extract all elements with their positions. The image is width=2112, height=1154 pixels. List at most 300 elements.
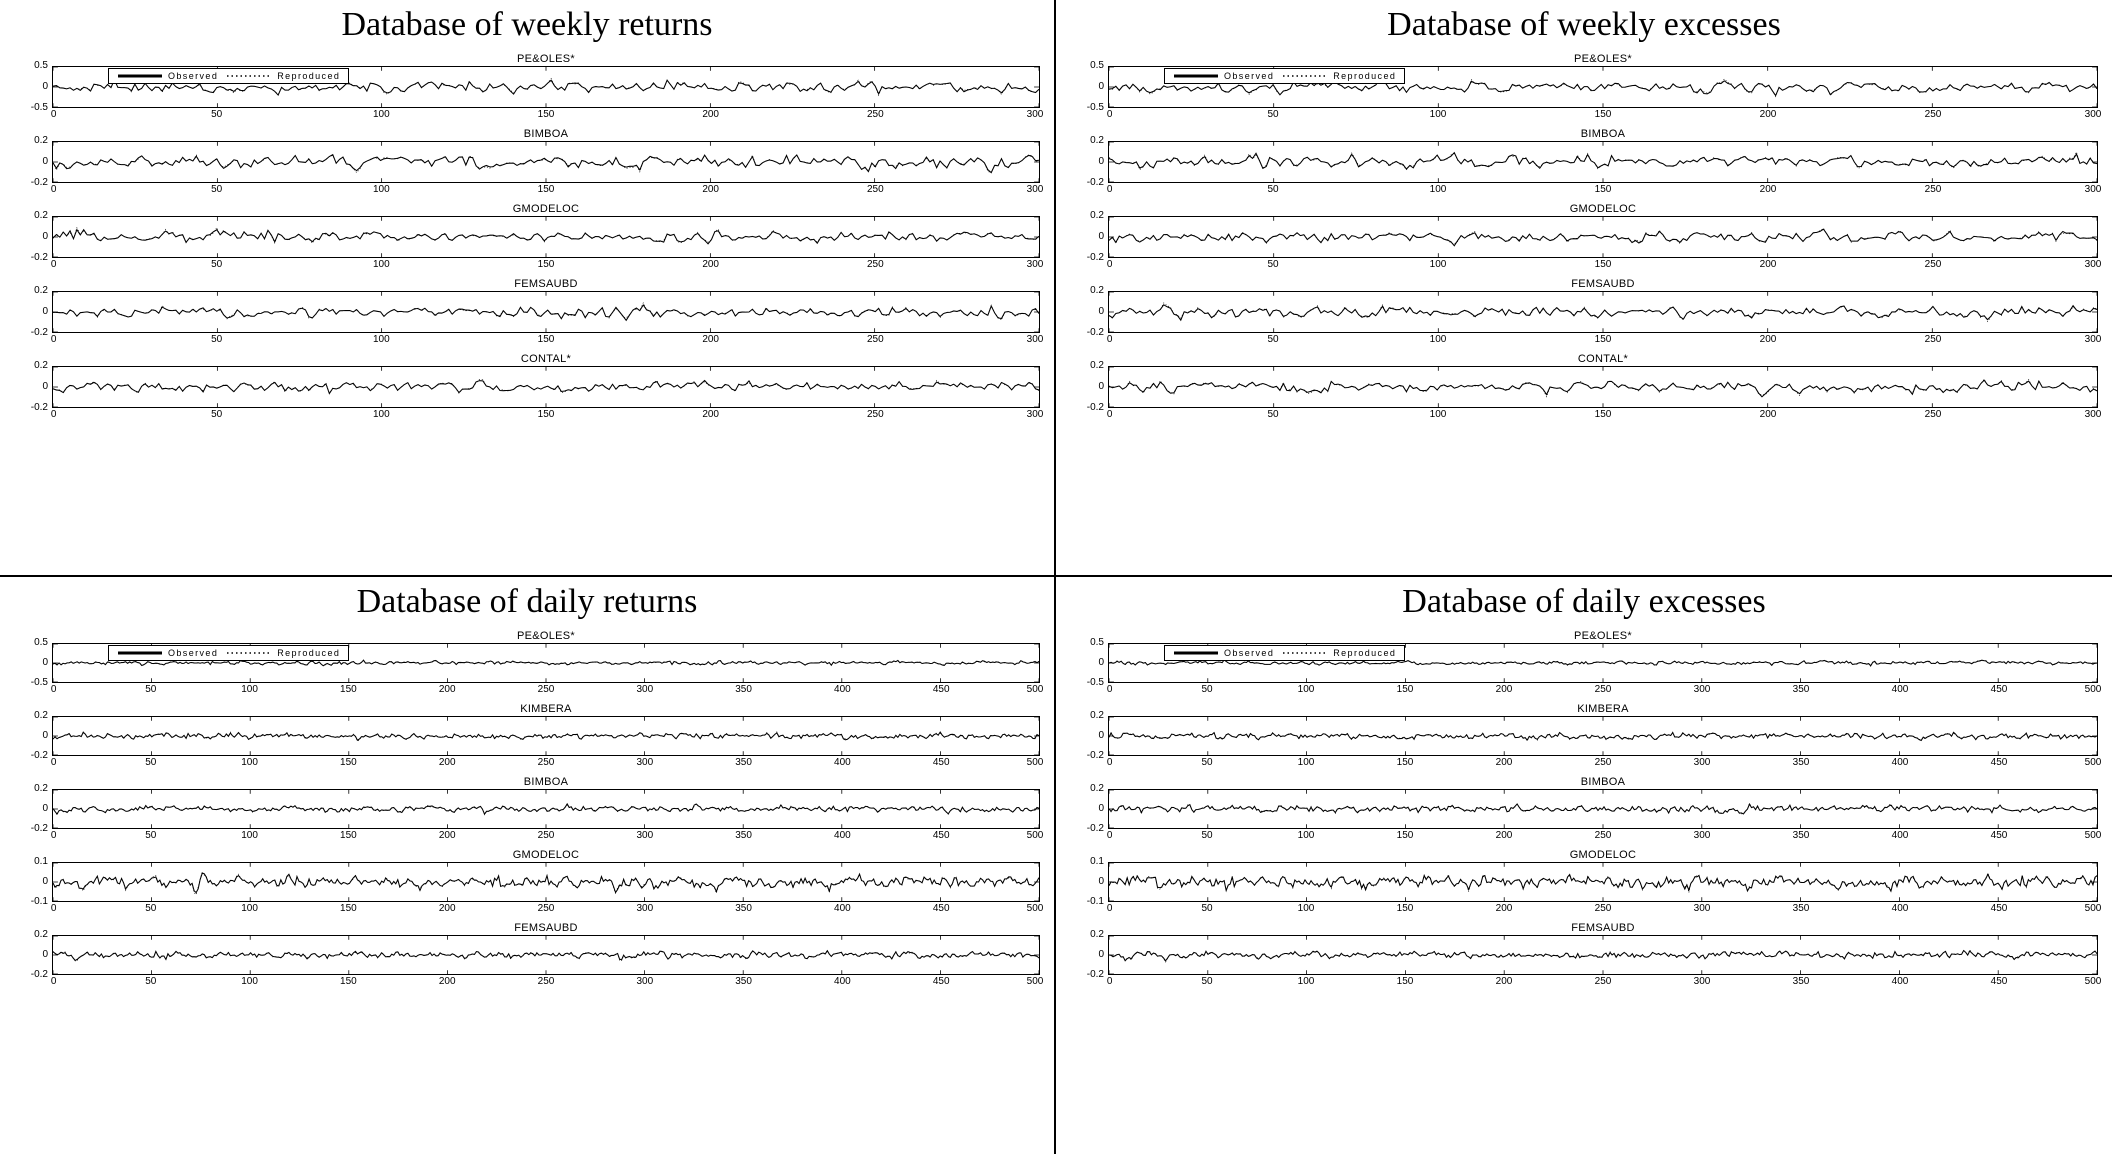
x-axis-tick-labels bbox=[1106, 829, 2102, 842]
x-tick-label: 0 bbox=[50, 259, 57, 270]
x-tick-label: 300 bbox=[1026, 409, 1044, 420]
subplot-weekly-returns-3 bbox=[30, 277, 1044, 346]
plot-legend bbox=[1164, 68, 1405, 84]
x-tick-label: 100 bbox=[241, 684, 258, 695]
x-tick-label: 50 bbox=[211, 184, 223, 195]
panel-stack bbox=[1056, 48, 2112, 433]
x-tick-label: 150 bbox=[537, 184, 555, 195]
x-tick-label: 150 bbox=[340, 976, 357, 987]
series-plot bbox=[53, 367, 1039, 407]
x-tick-label: 0 bbox=[1106, 684, 1113, 695]
subplot-title: PE&OLES* bbox=[1573, 630, 1633, 642]
x-tick-label: 100 bbox=[372, 184, 390, 195]
x-tick-label: 200 bbox=[1495, 830, 1513, 841]
y-tick-label: 0 bbox=[42, 949, 48, 960]
x-tick-label: 500 bbox=[1026, 903, 1044, 914]
x-tick-label: 150 bbox=[1396, 757, 1414, 768]
legend-item-reproduced bbox=[1282, 71, 1396, 81]
x-tick-label: 300 bbox=[1026, 184, 1044, 195]
y-tick-label: -0.2 bbox=[30, 252, 48, 263]
legend-dotted-line-icon bbox=[1282, 72, 1328, 80]
x-axis-tick-labels bbox=[50, 829, 1044, 842]
y-tick-label: 0 bbox=[1098, 803, 1104, 814]
legend-item-reproduced bbox=[226, 71, 340, 81]
x-tick-label: 100 bbox=[241, 903, 258, 914]
series-plot bbox=[1109, 217, 2097, 257]
y-tick-label: 0 bbox=[1098, 876, 1104, 887]
x-tick-label: 300 bbox=[636, 976, 654, 987]
axes-box bbox=[1108, 789, 2098, 829]
subplot-daily-excesses-3 bbox=[1086, 848, 2102, 915]
x-tick-label: 50 bbox=[1201, 976, 1213, 987]
x-tick-label: 50 bbox=[1201, 757, 1213, 768]
x-tick-label: 500 bbox=[2084, 903, 2102, 914]
x-axis-tick-labels bbox=[1106, 108, 2102, 121]
x-axis-tick-labels bbox=[1106, 408, 2102, 421]
x-tick-label: 250 bbox=[866, 409, 884, 420]
x-tick-label: 250 bbox=[866, 334, 884, 345]
x-axis-tick-labels bbox=[50, 975, 1044, 988]
x-tick-label: 100 bbox=[1297, 684, 1315, 695]
axes-box bbox=[1108, 366, 2098, 408]
x-tick-label: 500 bbox=[1026, 684, 1044, 695]
x-tick-label: 250 bbox=[537, 757, 555, 768]
x-tick-label: 500 bbox=[1026, 976, 1044, 987]
x-tick-label: 250 bbox=[866, 109, 884, 120]
x-tick-label: 450 bbox=[1990, 684, 2008, 695]
subplot-title: BIMBOA bbox=[1580, 776, 1626, 788]
x-tick-label: 100 bbox=[1429, 109, 1447, 120]
x-tick-label: 50 bbox=[1267, 259, 1279, 270]
y-tick-label: -0.2 bbox=[1086, 750, 1104, 761]
y-tick-label: 0.2 bbox=[1090, 783, 1104, 794]
plot-area-wrapper bbox=[1086, 135, 2098, 188]
y-tick-label: 0 bbox=[1098, 730, 1104, 741]
x-tick-label: 300 bbox=[1693, 757, 1711, 768]
x-axis-tick-labels bbox=[50, 258, 1044, 271]
x-tick-label: 100 bbox=[241, 757, 258, 768]
subplot-daily-returns-4 bbox=[30, 921, 1044, 988]
axes-box bbox=[52, 716, 1040, 756]
subplot-title: FEMSAUBD bbox=[1571, 278, 1635, 290]
y-tick-label: 0.2 bbox=[34, 929, 48, 940]
x-tick-label: 400 bbox=[1891, 684, 1909, 695]
legend-label-reproduced: Reproduced bbox=[1333, 71, 1397, 81]
y-tick-label: 0.2 bbox=[1090, 135, 1104, 146]
y-tick-label: 0.2 bbox=[34, 783, 48, 794]
plot-legend bbox=[108, 645, 349, 661]
subplot-daily-returns-0 bbox=[30, 629, 1044, 696]
subplot-daily-excesses-2 bbox=[1086, 775, 2102, 842]
quadrant-weekly-excesses bbox=[1056, 0, 2112, 577]
x-tick-label: 100 bbox=[372, 334, 390, 345]
x-tick-label: 0 bbox=[1106, 259, 1113, 270]
x-tick-label: 50 bbox=[211, 409, 223, 420]
x-tick-label: 350 bbox=[735, 976, 752, 987]
y-tick-label: -0.5 bbox=[1086, 102, 1104, 113]
x-tick-label: 300 bbox=[2084, 259, 2102, 270]
panel-stack bbox=[0, 625, 1054, 1000]
quadrant-title: Database of daily returns bbox=[356, 583, 698, 620]
x-tick-label: 50 bbox=[1267, 409, 1279, 420]
x-tick-label: 150 bbox=[1594, 334, 1612, 345]
plot-area-wrapper bbox=[30, 135, 1040, 188]
x-tick-label: 350 bbox=[735, 684, 752, 695]
x-axis-tick-labels bbox=[1106, 756, 2102, 769]
subplot-title: FEMSAUBD bbox=[1571, 922, 1635, 934]
subplot-weekly-excesses-3 bbox=[1086, 277, 2102, 346]
axes-box bbox=[1108, 291, 2098, 333]
x-tick-label: 50 bbox=[1267, 184, 1279, 195]
x-tick-label: 250 bbox=[1594, 903, 1612, 914]
x-tick-label: 450 bbox=[1990, 903, 2008, 914]
plot-area-wrapper bbox=[30, 637, 1040, 688]
x-tick-label: 150 bbox=[1396, 684, 1414, 695]
y-tick-label: 0 bbox=[1098, 231, 1104, 242]
x-tick-label: 150 bbox=[340, 903, 357, 914]
x-tick-label: 100 bbox=[372, 109, 390, 120]
x-tick-label: 200 bbox=[438, 903, 456, 914]
quadrant-daily-excesses bbox=[1056, 577, 2112, 1154]
subplot-title: PE&OLES* bbox=[1573, 53, 1633, 65]
plot-legend bbox=[108, 68, 349, 84]
y-tick-label: -0.2 bbox=[1086, 252, 1104, 263]
subplot-daily-returns-1 bbox=[30, 702, 1044, 769]
x-tick-label: 200 bbox=[702, 259, 719, 270]
x-tick-label: 300 bbox=[2084, 409, 2102, 420]
x-tick-label: 300 bbox=[2084, 184, 2102, 195]
plot-area-wrapper bbox=[1086, 929, 2098, 980]
x-tick-label: 350 bbox=[735, 903, 752, 914]
series-plot bbox=[53, 292, 1039, 332]
legend-label-observed: Observed bbox=[168, 648, 219, 658]
x-tick-label: 450 bbox=[1990, 830, 2008, 841]
x-axis-tick-labels bbox=[50, 333, 1044, 346]
x-tick-label: 50 bbox=[1267, 109, 1279, 120]
x-tick-label: 150 bbox=[537, 409, 555, 420]
series-plot bbox=[1109, 367, 2097, 407]
x-tick-label: 50 bbox=[145, 684, 157, 695]
subplot-title: BIMBOA bbox=[523, 128, 569, 140]
x-tick-label: 150 bbox=[1594, 184, 1612, 195]
axes-box bbox=[52, 862, 1040, 902]
series-plot bbox=[53, 936, 1039, 974]
x-axis-tick-labels bbox=[50, 756, 1044, 769]
x-tick-label: 100 bbox=[1297, 830, 1315, 841]
x-tick-label: 350 bbox=[1792, 903, 1810, 914]
x-tick-label: 350 bbox=[1792, 684, 1810, 695]
legend-dotted-line-icon bbox=[1282, 649, 1328, 657]
x-tick-label: 150 bbox=[537, 109, 555, 120]
x-axis-tick-labels bbox=[1106, 258, 2102, 271]
y-tick-label: 0 bbox=[1098, 657, 1104, 668]
x-tick-label: 450 bbox=[932, 757, 950, 768]
y-tick-label: -0.2 bbox=[30, 750, 48, 761]
legend-label-observed: Observed bbox=[1224, 648, 1275, 658]
quadrant-weekly-returns bbox=[0, 0, 1056, 577]
y-tick-label: -0.2 bbox=[1086, 402, 1104, 413]
y-tick-label: 0.2 bbox=[34, 360, 48, 371]
x-tick-label: 400 bbox=[834, 757, 851, 768]
plot-area-wrapper bbox=[1086, 637, 2098, 688]
y-tick-label: -0.2 bbox=[30, 327, 48, 338]
x-tick-label: 200 bbox=[1759, 409, 1777, 420]
panel-stack bbox=[1056, 625, 2112, 1000]
x-tick-label: 300 bbox=[1026, 109, 1044, 120]
x-tick-label: 400 bbox=[1891, 830, 1909, 841]
axes-box bbox=[1108, 862, 2098, 902]
y-tick-label: 0 bbox=[42, 156, 48, 167]
subplot-title: GMODELOC bbox=[512, 849, 580, 861]
x-tick-label: 0 bbox=[1106, 184, 1113, 195]
x-tick-label: 50 bbox=[211, 109, 223, 120]
axes-box bbox=[52, 935, 1040, 975]
subplot-weekly-returns-1 bbox=[30, 127, 1044, 196]
x-tick-label: 300 bbox=[636, 830, 654, 841]
plot-area-wrapper bbox=[30, 285, 1040, 338]
x-tick-label: 400 bbox=[1891, 976, 1909, 987]
x-tick-label: 400 bbox=[834, 684, 851, 695]
x-tick-label: 200 bbox=[702, 109, 719, 120]
legend-solid-line-icon bbox=[1173, 649, 1219, 657]
x-tick-label: 350 bbox=[735, 757, 752, 768]
series-plot bbox=[1109, 717, 2097, 755]
axes-box bbox=[1108, 935, 2098, 975]
x-tick-label: 0 bbox=[1106, 903, 1113, 914]
x-tick-label: 250 bbox=[1924, 259, 1942, 270]
subplot-title: CONTAL* bbox=[520, 353, 572, 365]
x-tick-label: 100 bbox=[372, 259, 390, 270]
y-tick-label: 0.5 bbox=[1090, 637, 1104, 648]
x-tick-label: 50 bbox=[1201, 684, 1213, 695]
x-axis-tick-labels bbox=[50, 108, 1044, 121]
y-tick-label: 0.5 bbox=[1090, 60, 1104, 71]
x-tick-label: 400 bbox=[1891, 757, 1909, 768]
x-axis-tick-labels bbox=[1106, 683, 2102, 696]
axes-box bbox=[52, 366, 1040, 408]
x-tick-label: 150 bbox=[1594, 259, 1612, 270]
x-tick-label: 0 bbox=[50, 976, 57, 987]
axes-box bbox=[52, 789, 1040, 829]
x-tick-label: 100 bbox=[1429, 259, 1447, 270]
plot-area-wrapper bbox=[1086, 210, 2098, 263]
axes-box bbox=[52, 291, 1040, 333]
x-tick-label: 100 bbox=[1429, 334, 1447, 345]
y-tick-label: 0 bbox=[1098, 306, 1104, 317]
x-tick-label: 200 bbox=[1495, 976, 1513, 987]
x-tick-label: 50 bbox=[1201, 830, 1213, 841]
series-plot bbox=[53, 717, 1039, 755]
plot-legend bbox=[1164, 645, 1405, 661]
series-plot bbox=[1109, 142, 2097, 182]
x-tick-label: 0 bbox=[1106, 757, 1113, 768]
quadrant-title: Database of daily excesses bbox=[1402, 583, 1766, 620]
y-tick-label: -0.1 bbox=[30, 896, 48, 907]
x-tick-label: 350 bbox=[1792, 976, 1810, 987]
plot-area-wrapper bbox=[1086, 856, 2098, 907]
x-tick-label: 300 bbox=[1693, 684, 1711, 695]
subplot-title: GMODELOC bbox=[512, 203, 580, 215]
x-axis-tick-labels bbox=[1106, 333, 2102, 346]
y-tick-label: 0.2 bbox=[34, 135, 48, 146]
y-tick-label: 0 bbox=[42, 306, 48, 317]
x-tick-label: 300 bbox=[1026, 334, 1044, 345]
legend-item-reproduced bbox=[226, 648, 340, 658]
subplot-daily-excesses-0 bbox=[1086, 629, 2102, 696]
x-tick-label: 200 bbox=[438, 830, 456, 841]
plot-area-wrapper bbox=[30, 856, 1040, 907]
series-plot bbox=[1109, 790, 2097, 828]
y-tick-label: 0.2 bbox=[1090, 360, 1104, 371]
y-tick-label: 0 bbox=[1098, 156, 1104, 167]
subplot-daily-excesses-1 bbox=[1086, 702, 2102, 769]
x-tick-label: 0 bbox=[1106, 976, 1113, 987]
x-tick-label: 50 bbox=[211, 334, 223, 345]
axes-box bbox=[1108, 716, 2098, 756]
y-tick-label: -0.2 bbox=[30, 402, 48, 413]
subplot-weekly-excesses-0 bbox=[1086, 52, 2102, 121]
x-axis-tick-labels bbox=[50, 902, 1044, 915]
x-tick-label: 50 bbox=[145, 757, 157, 768]
legend-item-observed bbox=[1173, 648, 1274, 658]
x-tick-label: 50 bbox=[145, 903, 157, 914]
x-tick-label: 200 bbox=[1759, 109, 1777, 120]
legend-solid-line-icon bbox=[117, 72, 163, 80]
x-tick-label: 300 bbox=[1693, 830, 1711, 841]
y-tick-label: 0 bbox=[42, 231, 48, 242]
x-tick-label: 0 bbox=[50, 334, 57, 345]
x-tick-label: 350 bbox=[1792, 830, 1810, 841]
series-plot bbox=[1109, 292, 2097, 332]
quadrant-title: Database of weekly returns bbox=[341, 6, 713, 43]
x-tick-label: 50 bbox=[1201, 903, 1213, 914]
axes-box bbox=[1108, 216, 2098, 258]
plot-area-wrapper bbox=[1086, 360, 2098, 413]
subplot-daily-excesses-4 bbox=[1086, 921, 2102, 988]
plot-area-wrapper bbox=[30, 710, 1040, 761]
y-tick-label: 0.2 bbox=[1090, 285, 1104, 296]
x-tick-label: 50 bbox=[1267, 334, 1279, 345]
y-tick-label: -0.2 bbox=[1086, 327, 1104, 338]
x-tick-label: 100 bbox=[241, 830, 258, 841]
legend-item-observed bbox=[117, 71, 218, 81]
x-tick-label: 450 bbox=[1990, 757, 2008, 768]
x-tick-label: 450 bbox=[1990, 976, 2008, 987]
subplot-weekly-returns-4 bbox=[30, 352, 1044, 421]
legend-dotted-line-icon bbox=[226, 72, 272, 80]
x-axis-tick-labels bbox=[50, 683, 1044, 696]
subplot-daily-returns-3 bbox=[30, 848, 1044, 915]
subplot-title: KIMBERA bbox=[520, 703, 572, 715]
y-tick-label: -0.2 bbox=[1086, 969, 1104, 980]
legend-item-reproduced bbox=[1282, 648, 1396, 658]
x-tick-label: 0 bbox=[50, 184, 57, 195]
x-tick-label: 250 bbox=[1594, 684, 1612, 695]
y-tick-label: -0.5 bbox=[30, 102, 48, 113]
x-tick-label: 350 bbox=[1792, 757, 1810, 768]
subplot-title: FEMSAUBD bbox=[514, 922, 578, 934]
x-tick-label: 500 bbox=[2084, 830, 2102, 841]
y-tick-label: 0.2 bbox=[1090, 210, 1104, 221]
subplot-weekly-excesses-1 bbox=[1086, 127, 2102, 196]
x-tick-label: 100 bbox=[1297, 976, 1315, 987]
x-tick-label: 0 bbox=[1106, 409, 1113, 420]
subplot-weekly-returns-0 bbox=[30, 52, 1044, 121]
x-tick-label: 0 bbox=[50, 903, 57, 914]
y-tick-label: 0 bbox=[42, 657, 48, 668]
x-tick-label: 450 bbox=[932, 976, 950, 987]
legend-solid-line-icon bbox=[1173, 72, 1219, 80]
subplot-daily-returns-2 bbox=[30, 775, 1044, 842]
x-tick-label: 450 bbox=[932, 903, 950, 914]
plot-area-wrapper bbox=[30, 210, 1040, 263]
plot-area-wrapper bbox=[1086, 710, 2098, 761]
x-tick-label: 50 bbox=[145, 830, 157, 841]
x-tick-label: 150 bbox=[1594, 409, 1612, 420]
y-tick-label: 0.2 bbox=[34, 210, 48, 221]
plot-area-wrapper bbox=[30, 360, 1040, 413]
x-tick-label: 150 bbox=[537, 259, 555, 270]
y-tick-label: 0.2 bbox=[1090, 929, 1104, 940]
x-tick-label: 250 bbox=[1594, 830, 1612, 841]
x-tick-label: 250 bbox=[1594, 976, 1612, 987]
legend-label-reproduced: Reproduced bbox=[277, 648, 341, 658]
legend-solid-line-icon bbox=[117, 649, 163, 657]
x-tick-label: 0 bbox=[1106, 109, 1113, 120]
x-tick-label: 450 bbox=[932, 830, 950, 841]
x-tick-label: 200 bbox=[1759, 334, 1777, 345]
axes-box bbox=[1108, 141, 2098, 183]
legend-item-observed bbox=[117, 648, 218, 658]
x-tick-label: 300 bbox=[636, 757, 654, 768]
x-tick-label: 0 bbox=[50, 409, 57, 420]
x-tick-label: 250 bbox=[866, 184, 884, 195]
x-tick-label: 50 bbox=[211, 259, 223, 270]
x-tick-label: 50 bbox=[145, 976, 157, 987]
subplot-title: CONTAL* bbox=[1577, 353, 1629, 365]
x-axis-tick-labels bbox=[1106, 975, 2102, 988]
x-tick-label: 0 bbox=[50, 684, 57, 695]
y-tick-label: 0.5 bbox=[34, 60, 48, 71]
x-tick-label: 500 bbox=[2084, 976, 2102, 987]
plot-area-wrapper bbox=[30, 60, 1040, 113]
y-tick-label: -0.5 bbox=[30, 677, 48, 688]
x-tick-label: 200 bbox=[1759, 184, 1777, 195]
x-tick-label: 400 bbox=[834, 830, 851, 841]
x-tick-label: 150 bbox=[340, 684, 357, 695]
y-tick-label: 0.2 bbox=[1090, 710, 1104, 721]
x-tick-label: 450 bbox=[932, 684, 950, 695]
legend-dotted-line-icon bbox=[226, 649, 272, 657]
y-tick-label: 0 bbox=[42, 730, 48, 741]
plot-area-wrapper bbox=[30, 929, 1040, 980]
x-axis-tick-labels bbox=[50, 408, 1044, 421]
series-plot bbox=[1109, 936, 2097, 974]
legend-item-observed bbox=[1173, 71, 1274, 81]
y-tick-label: 0.1 bbox=[34, 856, 48, 867]
legend-label-reproduced: Reproduced bbox=[277, 71, 341, 81]
legend-label-observed: Observed bbox=[168, 71, 219, 81]
y-tick-label: 0 bbox=[42, 803, 48, 814]
x-tick-label: 500 bbox=[1026, 757, 1044, 768]
axes-box bbox=[52, 141, 1040, 183]
x-tick-label: 250 bbox=[537, 976, 555, 987]
x-tick-label: 250 bbox=[537, 684, 555, 695]
x-axis-tick-labels bbox=[1106, 183, 2102, 196]
x-tick-label: 250 bbox=[1924, 184, 1942, 195]
x-tick-label: 300 bbox=[1026, 259, 1044, 270]
subplot-title: BIMBOA bbox=[523, 776, 569, 788]
